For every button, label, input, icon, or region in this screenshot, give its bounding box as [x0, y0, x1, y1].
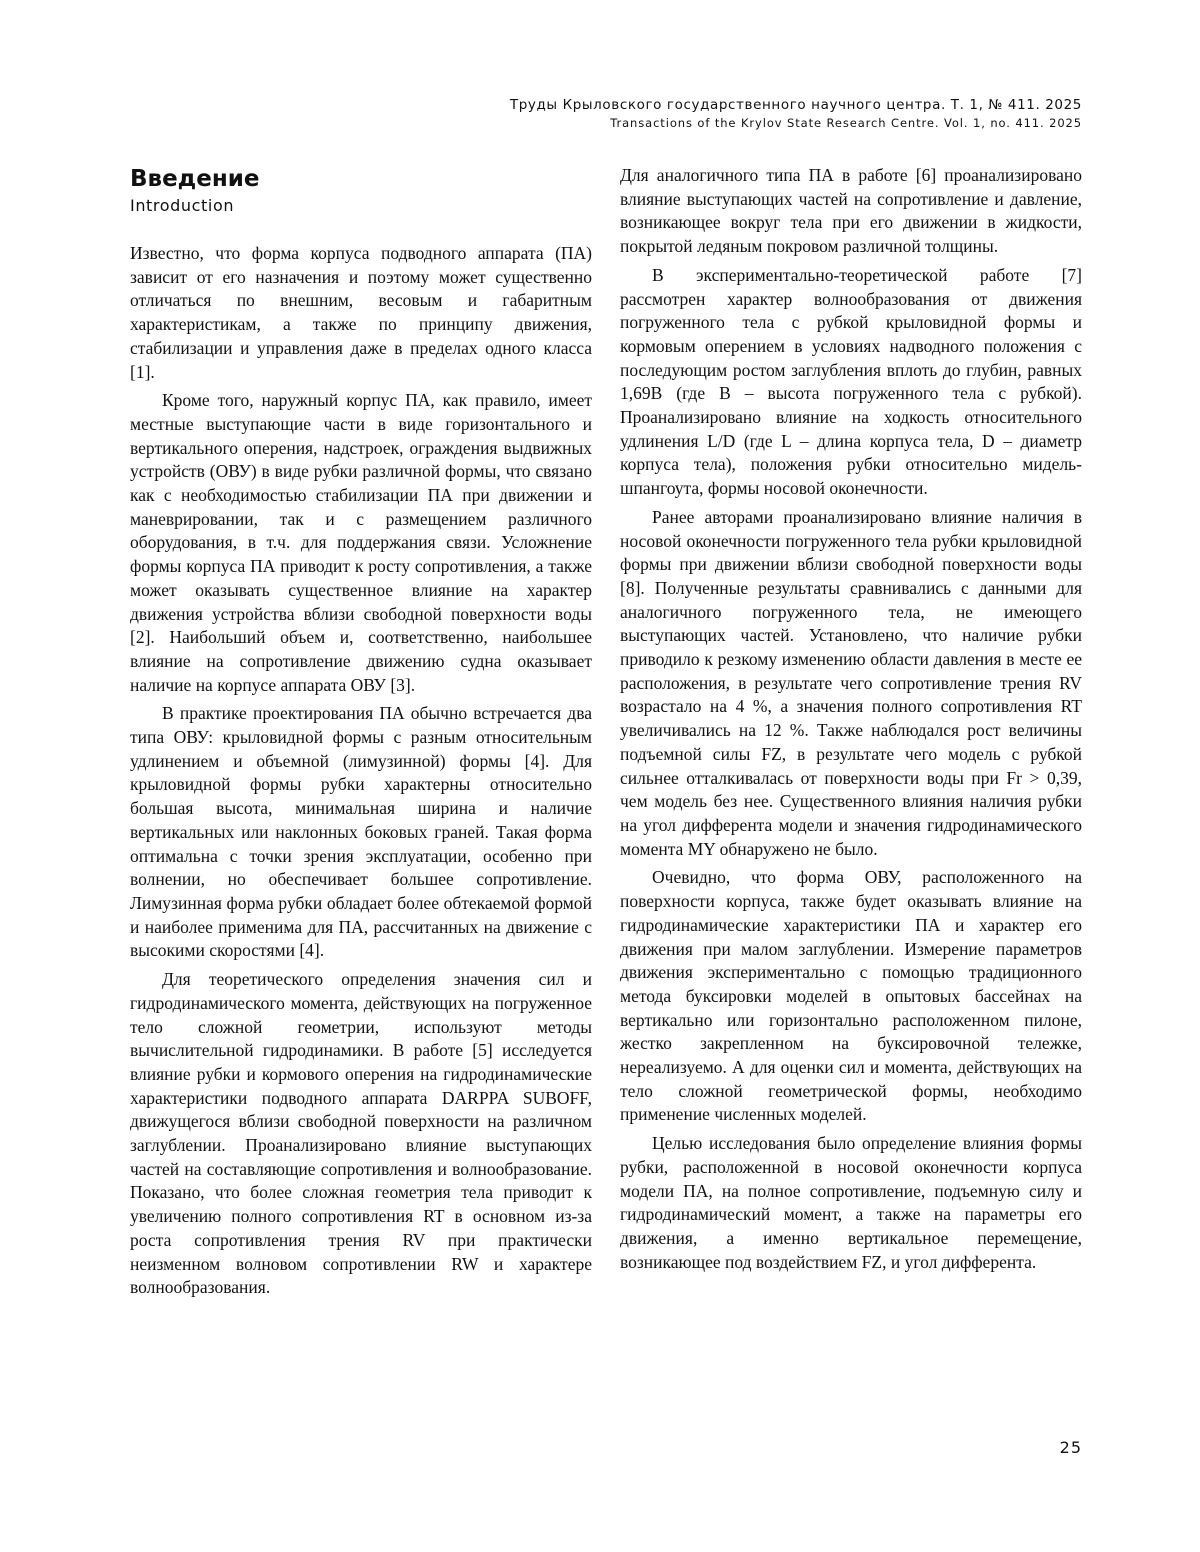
- journal-title-ru: Труды Крыловского государственного научного центра. Т. 1, № 411. 2025: [509, 97, 1082, 113]
- paragraph: Для теоретического определения значения сил и гидродинамического момента, действующих на погруженное тело сложной геометрии, используют методы вычислительной гидродинамики. В работе [5] исследуется влияние рубки и кормового оперения на гидродинамические характеристики подводного аппарата DARPPA SUBOFF, движущегося вблизи свободной поверхности на различном заглублении. Проанализировано влияние выступающих частей на составляющие сопротивления и волнообразование. Показано, что более сложная геометрия тела приводит к увеличению полного сопротивления RT в основном из-за роста сопротивления трения RV при практически неизменном волновом сопротивлении RW и характере волнообразования.: [130, 969, 592, 1298]
- section-subtitle: Introduction: [130, 196, 235, 215]
- left-column: [130, 164, 592, 1300]
- paragraph: Кроме того, наружный корпус ПА, как правило, имеет местные выступающие части в виде горизонтального и вертикального оперения, надстроек, ограждения выдвижных устройств (ОВУ) в виде рубки различной формы, что связано как с необходимостью стабилизации ПА при движении и маневрировании, так и с размещением различного оборудования, в т.ч. для поддержания связи. Усложнение формы корпуса ПА приводит к росту сопротивления, а также может оказывать существенное влияние на характер движения устройства вблизи свободной поверхности воды [2]. Наибольший объем и, соответственно, наибольшее влияние на сопротивление движению судна оказывает наличие на корпусе аппарата ОВУ [3].: [130, 390, 592, 695]
- paragraph: Ранее авторами проанализировано влияние наличия в носовой оконечности погруженного тела рубки крыловидной формы при движении вблизи свободной поверхности воды [8]. Полученные результаты сравнивались с данными для аналогичного погруженного тела, не имеющего выступающих частей. Установлено, что наличие рубки приводило к резкому изменению области давления в месте ее расположения, в результате чего сопротивление трения RV возрастало на 4 %, а значения полного сопротивления RT увеличивались на 12 %. Также наблюдался рост величины подъемной силы FZ, в результате чего модель с рубкой сильнее отталкивалась от поверхности воды при Fr > 0,39, чем модель без нее. Существенного влияния наличия рубки на угол дифферента модели и значения гидродинамического момента MY обнаружено не было.: [620, 506, 1082, 859]
- paragraph: Очевидно, что форма ОВУ, расположенного на поверхности корпуса, также будет оказывать влияние на гидродинамические характеристики ПА и характер его движения при малом заглублении. Измерение параметров движения экспериментально с помощью традиционного метода буксировки моделей в опытовых бассейнах на вертикально или горизонтально расположенном пилоне, жестко закрепленном на буксировочной тележке, нереализуемо. А для оценки сил и момента, действующих на тело сложной геометрической формы, необходимо применение численных моделей.: [620, 867, 1082, 1125]
- paragraph: Целью исследования было определение влияния формы рубки, расположенной в носовой оконечности корпуса модели ПА, на полное сопротивление, подъемную силу и гидродинамический момент, а также на параметры его движения, а именно вертикальное перемещение, возникающее под воздействием FZ, и угол дифферента.: [620, 1133, 1082, 1272]
- section-title: Введение: [130, 166, 260, 192]
- running-header: [510, 96, 1082, 131]
- paragraph: Известно, что форма корпуса подводного аппарата (ПА) зависит от его назначения и поэтому может существенно отличаться по внешним, весовым и габаритным характеристикам, а также по принципу движения, стабилизации и управления даже в пределах одного класса [1].: [130, 243, 592, 382]
- paragraph: В экспериментально-теоретической работе [7] рассмотрен характер волнообразования от движения погруженного тела с рубкой крыловидной формы и кормовым оперением в условиях надводного положения с последующим ростом заглубления вплоть до глубин, равных 1,69B (где B – высота погруженного тела с рубкой). Проанализировано влияние на ходкость относительного удлинения L/D (где L – длина корпуса тела, D – диаметр корпуса тела), положения рубки относительно мидель-шпангоута, формы носовой оконечности.: [620, 264, 1082, 499]
- journal-title-en: Transactions of the Krylov State Research Centre. Vol. 1, no. 411. 2025: [610, 116, 1082, 130]
- page-number: 25: [1059, 1438, 1082, 1457]
- right-column: [620, 164, 1082, 1274]
- paragraph: В практике проектирования ПА обычно встречается два типа ОВУ: крыловидной формы с разным относительным удлинением и объемной (лимузинной) формы [4]. Для крыловидной формы рубки характерны относительно большая высота, минимальная ширина и наличие вертикальных или наклонных боковых граней. Такая форма оптимальна с точки зрения эксплуатации, особенно при волнении, но обеспечивает большее сопротивление. Лимузинная форма рубки обладает более обтекаемой формой и наиболее применима для ПА, рассчитанных на движение с высокими скоростями [4].: [130, 703, 592, 961]
- paragraph: Для аналогичного типа ПА в работе [6] проанализировано влияние выступающих частей на сопротивление и давление, возникающее вокруг тела при его движении в жидкости, покрытой ледяным покровом различной толщины.: [620, 165, 1082, 257]
